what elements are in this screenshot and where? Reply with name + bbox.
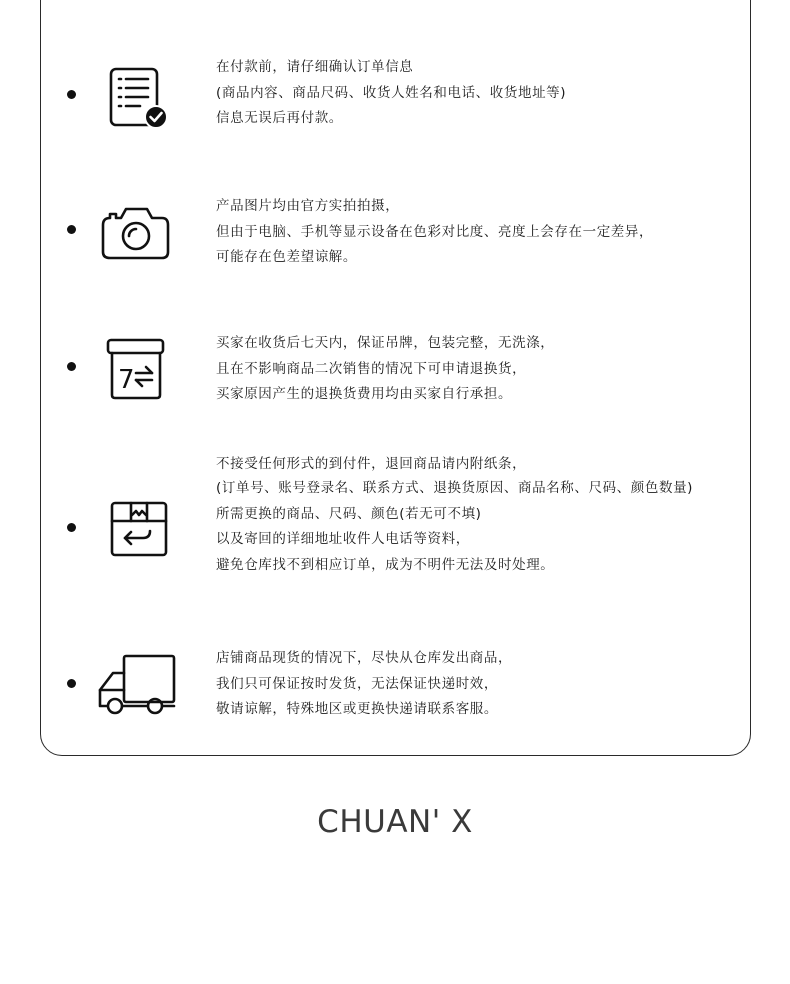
- notice-line: 产品图片均由官方实拍拍摄，: [216, 198, 400, 214]
- bullet-dot: [67, 90, 76, 99]
- notice-line: 敬请谅解，特殊地区或更换快递请联系客服。: [216, 701, 498, 717]
- order-checklist-icon: [94, 62, 178, 134]
- notice-line: 店铺商品现货的情况下，尽快从仓库发出商品，: [216, 650, 513, 666]
- notice-line: (商品内容、商品尺码、收货人姓名和电话、收货地址等): [216, 84, 567, 101]
- bullet-dot: [67, 679, 76, 688]
- notice-line: 避免仓库找不到相应订单，成为不明件无法及时处理。: [216, 556, 555, 573]
- seven-day-label: 7: [118, 365, 135, 395]
- notice-line: 信息无误后再付款。: [216, 110, 343, 126]
- notice-line: 买家原因产生的退换货费用均由买家自行承担。: [216, 386, 513, 402]
- notice-line: 所需更换的商品、尺码、颜色(若无可不填): [216, 505, 482, 522]
- notice-line: 在付款前，请仔细确认订单信息: [216, 59, 414, 75]
- notice-line: 但由于电脑、手机等显示设备在色彩对比度、亮度上会存在一定差异，: [216, 223, 654, 240]
- notice-line: 买家在收货后七天内，保证吊牌，包装完整，无洗涤，: [216, 335, 555, 351]
- delivery-truck-icon: [94, 648, 178, 720]
- notice-line: (订单号、账号登录名、联系方式、退换货原因、商品名称、尺码、颜色数量): [216, 479, 694, 496]
- seven-day-return-icon: [94, 333, 178, 405]
- camera-icon: [94, 196, 178, 268]
- bullet-dot: [67, 362, 76, 371]
- bullet-dot: [67, 225, 76, 234]
- brand-logo-text: CHUAN' X: [317, 804, 473, 840]
- return-package-icon: [94, 494, 178, 566]
- bullet-dot: [67, 523, 76, 532]
- notice-line: 我们只可保证按时发货，无法保证快递时效，: [216, 675, 498, 692]
- notice-line: 可能存在色差望谅解。: [216, 249, 357, 265]
- notice-line: 且在不影响商品二次销售的情况下可申请退换货，: [216, 360, 527, 377]
- notice-line: 以及寄回的详细地址收件人电话等资料，: [216, 531, 470, 547]
- notice-line: 不接受任何形式的到付件，退回商品请内附纸条，: [216, 456, 527, 472]
